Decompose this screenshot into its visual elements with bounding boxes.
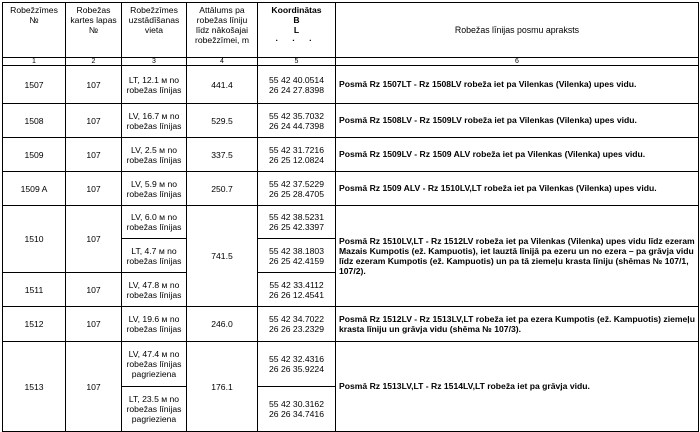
distance: 176.1: [187, 342, 258, 432]
marker-number: 1509: [3, 138, 66, 172]
coordinates: [258, 387, 336, 432]
header-row: [3, 3, 699, 58]
coord-l: 26 26 12.4541: [269, 289, 324, 300]
table-row: [3, 172, 699, 206]
sheet-number: 107: [66, 104, 122, 138]
coordinates: [258, 206, 336, 239]
segment-description: Posmā Rz 1509 ALV - Rz 1510LV,LT robeža iet pa Vilenkas (Vilenka) upes vidu.: [336, 172, 699, 206]
coord-b: 55 42 38.5231: [269, 212, 324, 222]
distance: 250.7: [187, 172, 258, 206]
table-row: [3, 206, 699, 239]
coord-l: 26 25 28.4705: [269, 188, 324, 199]
column-number-1: 1: [3, 58, 66, 66]
marker-number: 1507: [3, 66, 66, 104]
coord-l: 26 25 42.4159: [269, 255, 324, 266]
coord-l: 26 26 23.2329: [269, 324, 324, 334]
sheet-number: 107: [66, 206, 122, 273]
header-place: Robežzīmes uzstādīšanas vieta: [122, 3, 187, 58]
header-sheet: Robežas kartes lapas №: [66, 3, 122, 58]
table-row: [3, 66, 699, 104]
segment-description: Posmā Rz 1508LV - Rz 1509LV robeža iet pa Vilenkas (Vilenka) upes vidu.: [336, 104, 699, 138]
coord-b: 55 42 38.1803: [269, 245, 324, 256]
distance: 441.4: [187, 66, 258, 104]
column-number-2: 2: [66, 58, 122, 66]
sheet-number: 107: [66, 172, 122, 206]
coord-l: 26 24 44.7398: [269, 120, 324, 131]
coord-l: 26 26 34.7416: [269, 409, 324, 419]
coord-b: 55 42 40.0514: [269, 74, 324, 85]
placement: LV, 2.5 м no robežas līnijas: [122, 138, 187, 172]
segment-description: Posmā Rz 1513LV,LT - Rz 1514LV,LT robeža iet pa grāvja vidu.: [336, 342, 699, 432]
sheet-number: 107: [66, 307, 122, 342]
coord-b: 55 42 32.4316: [269, 354, 324, 364]
coordinates: [258, 104, 336, 138]
column-number-3: 3: [122, 58, 187, 66]
coord-b: 55 42 31.7216: [269, 144, 324, 155]
coordinates: [258, 273, 336, 307]
coord-b: 55 42 37.5229: [269, 178, 324, 189]
coord-l: 26 25 12.0824: [269, 154, 324, 165]
coordinates: [258, 307, 336, 342]
column-number-row: [3, 58, 699, 66]
table-row: [3, 138, 699, 172]
distance: 246.0: [187, 307, 258, 342]
header-description: Robežas līnijas posmu apraksts: [336, 3, 699, 58]
table-row: [3, 104, 699, 138]
header-coordinates-label: Koordinātas: [271, 5, 322, 15]
coordinates: [258, 172, 336, 206]
sheet-number: 107: [66, 273, 122, 307]
placement: LV, 5.9 м no robežas līnijas: [122, 172, 187, 206]
coord-l: 26 26 35.9224: [269, 364, 324, 374]
boundary-marker-table: [2, 2, 699, 432]
placement: LV, 47.8 м no robežas līnijas: [122, 273, 187, 307]
placement: LV, 47.4 м no robežas līnijas pagrieziena: [122, 342, 187, 387]
marker-number: 1511: [3, 273, 66, 307]
coord-b: 55 42 34.7022: [269, 314, 324, 324]
table-row: [3, 342, 699, 387]
column-number-4: 4: [187, 58, 258, 66]
sheet-number: 107: [66, 66, 122, 104]
coordinates: [258, 342, 336, 387]
placement: LV, 6.0 м no robežas līnijas: [122, 206, 187, 239]
segment-description: Posmā Rz 1510LV,LT - Rz 1512LV robeža iet pa Vilenkas (Vilenka) upes vidu līdz ezeram Mazais Kumpotis (ež. Kampuotis), iet lauztā līnijā pa ezeru un no ezera – pa grāvja vidu līdz ezeram Kumpotis (ež. Kampuotis) un pa tā ziemeļu krasta līniju (shēmas № 107/1, 107/2).: [336, 206, 699, 307]
header-coord-l: L: [293, 25, 300, 35]
coordinates: [258, 138, 336, 172]
segment-description: Posmā Rz 1507LT - Rz 1508LV robeža iet pa Vilenkas (Vilenka) upes vidu.: [336, 66, 699, 104]
placement: LV, 19.6 м no robežas līnijas: [122, 307, 187, 342]
column-number-6: 6: [336, 58, 699, 66]
placement: LT, 4.7 м no robežas līnijas: [122, 239, 187, 273]
coord-b: 55 42 35.7032: [269, 110, 324, 121]
distance: 337.5: [187, 138, 258, 172]
coord-l: 26 25 42.3397: [269, 222, 324, 232]
header-coordinates: [258, 3, 336, 58]
distance: 529.5: [187, 104, 258, 138]
column-number-5: 5: [258, 58, 336, 66]
coordinates: [258, 239, 336, 273]
marker-number: 1513: [3, 342, 66, 432]
sheet-number: 107: [66, 342, 122, 432]
placement: LV, 16.7 м no robežas līnijas: [122, 104, 187, 138]
marker-number: 1509 A: [3, 172, 66, 206]
boundary-marker-document: [2, 2, 699, 432]
marker-number: 1512: [3, 307, 66, 342]
placement: LT, 12.1 м no robežas līnijas: [122, 66, 187, 104]
header-coord-dots: . . .: [275, 33, 318, 43]
header-coord-b: B: [293, 15, 300, 25]
header-distance: Attālums pa robežas līniju līdz nākošajai robežzīmei, m: [187, 3, 258, 58]
coordinates: [258, 66, 336, 104]
table-row: [3, 307, 699, 342]
segment-description: Posmā Rz 1509LV - Rz 1509 ALV robeža iet pa Vilenkas (Vilenka) upes vidu.: [336, 138, 699, 172]
placement: LT, 23.5 м no robežas līnijas pagrieziena: [122, 387, 187, 432]
coord-l: 26 24 27.8398: [269, 84, 324, 95]
sheet-number: 107: [66, 138, 122, 172]
segment-description: Posmā Rz 1512LV - Rz 1513LV,LT robeža iet pa ezera Kumpotis (ež. Kampuotis) ziemeļu krasta līniju un grāvja vidu (shēma № 107/3).: [336, 307, 699, 342]
distance: 741.5: [187, 206, 258, 307]
marker-number: 1508: [3, 104, 66, 138]
coord-b: 55 42 30.3162: [269, 399, 324, 409]
marker-number: 1510: [3, 206, 66, 273]
coord-b: 55 42 33.4112: [269, 279, 324, 290]
header-marker: Robežzīmes №: [3, 3, 66, 58]
